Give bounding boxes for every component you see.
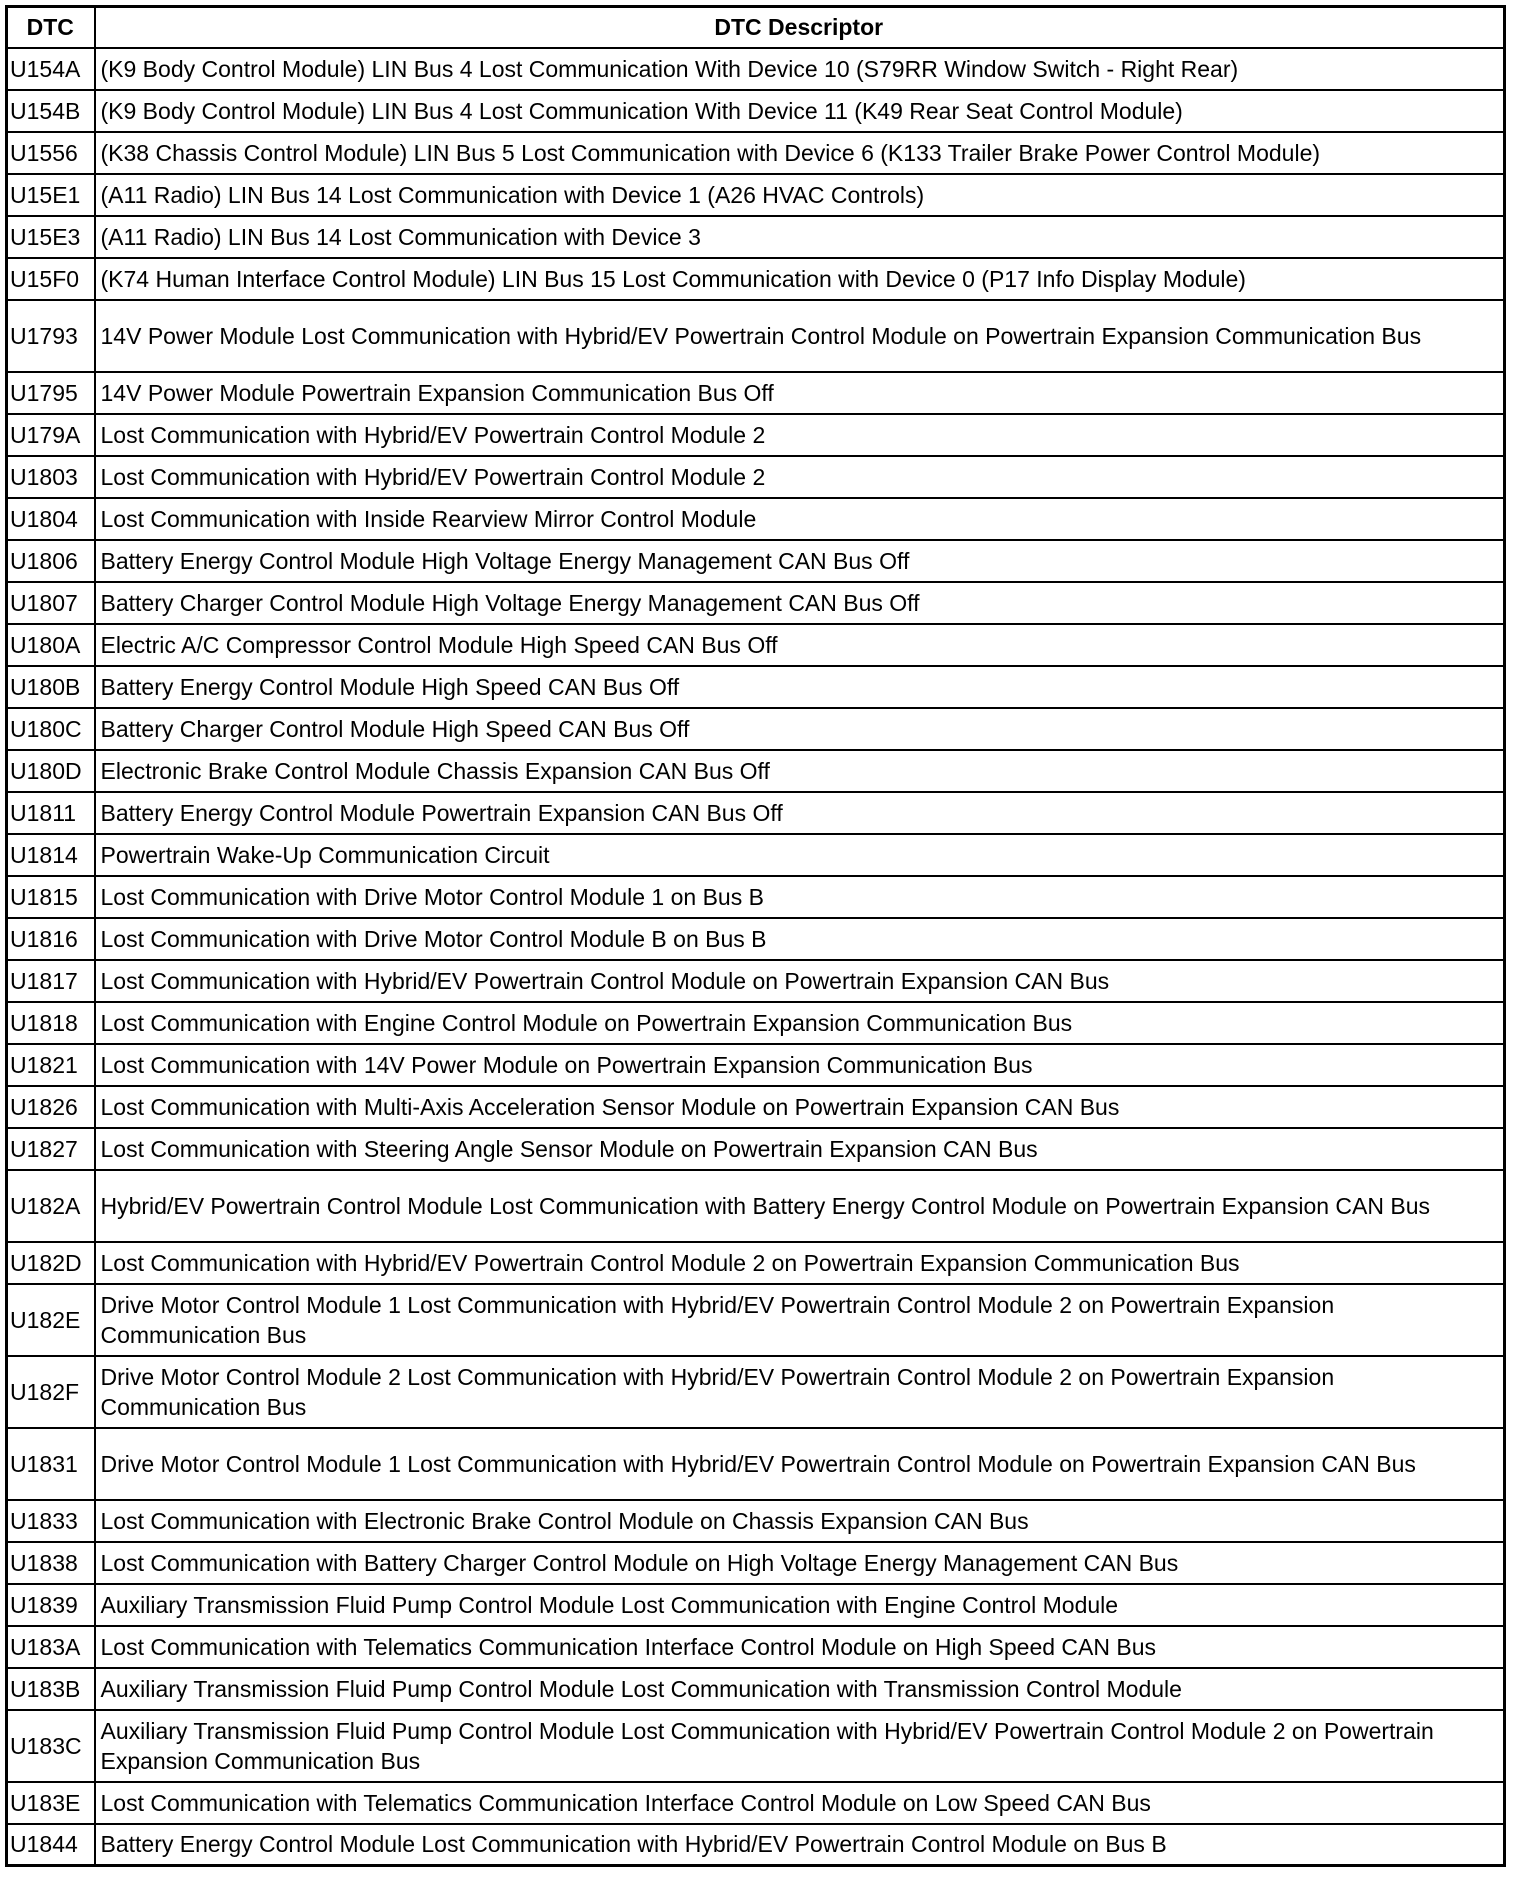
table-row bbox=[7, 960, 1505, 1002]
dtc-descriptor: Lost Communication with Drive Motor Control Module B on Bus B bbox=[95, 918, 1505, 960]
dtc-code: U1831 bbox=[7, 1428, 95, 1500]
dtc-descriptor: Hybrid/EV Powertrain Control Module Lost Communication with Battery Energy Control Module on Powertrain Expansion CAN Bus bbox=[95, 1170, 1505, 1242]
dtc-descriptor: Battery Charger Control Module High Voltage Energy Management CAN Bus Off bbox=[95, 582, 1505, 624]
dtc-code: U182D bbox=[7, 1242, 95, 1284]
dtc-descriptor: Lost Communication with Steering Angle Sensor Module on Powertrain Expansion CAN Bus bbox=[95, 1128, 1505, 1170]
table-row bbox=[7, 1428, 1505, 1500]
table-row bbox=[7, 708, 1505, 750]
table-row bbox=[7, 498, 1505, 540]
dtc-code: U182F bbox=[7, 1356, 95, 1428]
dtc-descriptor: Lost Communication with 14V Power Module on Powertrain Expansion Communication Bus bbox=[95, 1044, 1505, 1086]
dtc-code: U180A bbox=[7, 624, 95, 666]
table-row bbox=[7, 834, 1505, 876]
dtc-table bbox=[5, 5, 1506, 1867]
dtc-code: U1838 bbox=[7, 1542, 95, 1584]
dtc-descriptor: Battery Energy Control Module Lost Communication with Hybrid/EV Powertrain Control Module on Bus B bbox=[95, 1824, 1505, 1866]
dtc-descriptor: Lost Communication with Inside Rearview Mirror Control Module bbox=[95, 498, 1505, 540]
header-dtc: DTC bbox=[7, 7, 95, 48]
dtc-code: U183E bbox=[7, 1782, 95, 1824]
dtc-descriptor: (K9 Body Control Module) LIN Bus 4 Lost Communication With Device 11 (K49 Rear Seat Control Module) bbox=[95, 90, 1505, 132]
dtc-code: U1806 bbox=[7, 540, 95, 582]
dtc-descriptor: Powertrain Wake-Up Communication Circuit bbox=[95, 834, 1505, 876]
dtc-code: U154B bbox=[7, 90, 95, 132]
dtc-code: U1795 bbox=[7, 372, 95, 414]
dtc-code: U1803 bbox=[7, 456, 95, 498]
dtc-table-container bbox=[5, 5, 1503, 1867]
table-row bbox=[7, 1542, 1505, 1584]
dtc-descriptor: Battery Energy Control Module High Voltage Energy Management CAN Bus Off bbox=[95, 540, 1505, 582]
dtc-descriptor: (K38 Chassis Control Module) LIN Bus 5 Lost Communication with Device 6 (K133 Trailer Brake Power Control Module) bbox=[95, 132, 1505, 174]
table-row bbox=[7, 48, 1505, 90]
table-row bbox=[7, 456, 1505, 498]
table-row bbox=[7, 1284, 1505, 1356]
table-row bbox=[7, 666, 1505, 708]
dtc-code: U180D bbox=[7, 750, 95, 792]
table-row bbox=[7, 1044, 1505, 1086]
dtc-descriptor: 14V Power Module Lost Communication with Hybrid/EV Powertrain Control Module on Powertrain Expansion Communication Bus bbox=[95, 300, 1505, 372]
table-row bbox=[7, 1584, 1505, 1626]
dtc-descriptor: Lost Communication with Electronic Brake Control Module on Chassis Expansion CAN Bus bbox=[95, 1500, 1505, 1542]
dtc-code: U1815 bbox=[7, 876, 95, 918]
dtc-descriptor: Lost Communication with Hybrid/EV Powertrain Control Module 2 bbox=[95, 414, 1505, 456]
dtc-descriptor: Auxiliary Transmission Fluid Pump Control Module Lost Communication with Hybrid/EV Powertrain Control Module 2 on Powertrain Expansion Communication Bus bbox=[95, 1710, 1505, 1782]
table-row bbox=[7, 90, 1505, 132]
table-row bbox=[7, 258, 1505, 300]
dtc-code: U1807 bbox=[7, 582, 95, 624]
dtc-code: U15E1 bbox=[7, 174, 95, 216]
table-row bbox=[7, 1242, 1505, 1284]
table-row bbox=[7, 1824, 1505, 1866]
table-header-row bbox=[7, 7, 1505, 48]
dtc-code: U1816 bbox=[7, 918, 95, 960]
dtc-code: U179A bbox=[7, 414, 95, 456]
table-row bbox=[7, 1626, 1505, 1668]
table-row bbox=[7, 918, 1505, 960]
dtc-descriptor: Lost Communication with Drive Motor Control Module 1 on Bus B bbox=[95, 876, 1505, 918]
table-row bbox=[7, 1086, 1505, 1128]
table-row bbox=[7, 372, 1505, 414]
dtc-descriptor: Electronic Brake Control Module Chassis Expansion CAN Bus Off bbox=[95, 750, 1505, 792]
dtc-code: U1804 bbox=[7, 498, 95, 540]
dtc-descriptor: Drive Motor Control Module 2 Lost Communication with Hybrid/EV Powertrain Control Module 2 on Powertrain Expansion Communication Bus bbox=[95, 1356, 1505, 1428]
dtc-code: U1833 bbox=[7, 1500, 95, 1542]
dtc-descriptor: Auxiliary Transmission Fluid Pump Control Module Lost Communication with Engine Control Module bbox=[95, 1584, 1505, 1626]
table-row bbox=[7, 1500, 1505, 1542]
table-row bbox=[7, 1782, 1505, 1824]
dtc-code: U15E3 bbox=[7, 216, 95, 258]
dtc-descriptor: Battery Charger Control Module High Speed CAN Bus Off bbox=[95, 708, 1505, 750]
table-row bbox=[7, 876, 1505, 918]
dtc-descriptor: Electric A/C Compressor Control Module High Speed CAN Bus Off bbox=[95, 624, 1505, 666]
dtc-descriptor: Drive Motor Control Module 1 Lost Communication with Hybrid/EV Powertrain Control Module on Powertrain Expansion CAN Bus bbox=[95, 1428, 1505, 1500]
table-row bbox=[7, 750, 1505, 792]
dtc-descriptor: (A11 Radio) LIN Bus 14 Lost Communication with Device 1 (A26 HVAC Controls) bbox=[95, 174, 1505, 216]
dtc-code: U183B bbox=[7, 1668, 95, 1710]
dtc-code: U1844 bbox=[7, 1824, 95, 1866]
table-row bbox=[7, 1356, 1505, 1428]
dtc-code: U1839 bbox=[7, 1584, 95, 1626]
dtc-descriptor: Lost Communication with Telematics Communication Interface Control Module on High Speed CAN Bus bbox=[95, 1626, 1505, 1668]
table-row bbox=[7, 216, 1505, 258]
dtc-code: U1811 bbox=[7, 792, 95, 834]
dtc-code: U1827 bbox=[7, 1128, 95, 1170]
dtc-descriptor: Drive Motor Control Module 1 Lost Communication with Hybrid/EV Powertrain Control Module 2 on Powertrain Expansion Communication Bus bbox=[95, 1284, 1505, 1356]
dtc-code: U1821 bbox=[7, 1044, 95, 1086]
dtc-code: U1826 bbox=[7, 1086, 95, 1128]
dtc-descriptor: Lost Communication with Telematics Communication Interface Control Module on Low Speed CAN Bus bbox=[95, 1782, 1505, 1824]
dtc-code: U1817 bbox=[7, 960, 95, 1002]
table-row bbox=[7, 1710, 1505, 1782]
dtc-descriptor: Lost Communication with Hybrid/EV Powertrain Control Module 2 on Powertrain Expansion Communication Bus bbox=[95, 1242, 1505, 1284]
dtc-code: U183A bbox=[7, 1626, 95, 1668]
dtc-descriptor: Battery Energy Control Module High Speed CAN Bus Off bbox=[95, 666, 1505, 708]
dtc-descriptor: Lost Communication with Hybrid/EV Powertrain Control Module 2 bbox=[95, 456, 1505, 498]
dtc-descriptor: Lost Communication with Battery Charger Control Module on High Voltage Energy Management CAN Bus bbox=[95, 1542, 1505, 1584]
dtc-descriptor: Auxiliary Transmission Fluid Pump Control Module Lost Communication with Transmission Control Module bbox=[95, 1668, 1505, 1710]
table-row bbox=[7, 792, 1505, 834]
header-dtc-descriptor: DTC Descriptor bbox=[95, 7, 1505, 48]
dtc-descriptor: Battery Energy Control Module Powertrain Expansion CAN Bus Off bbox=[95, 792, 1505, 834]
dtc-code: U180C bbox=[7, 708, 95, 750]
dtc-descriptor: Lost Communication with Engine Control Module on Powertrain Expansion Communication Bus bbox=[95, 1002, 1505, 1044]
table-row bbox=[7, 174, 1505, 216]
dtc-descriptor: Lost Communication with Hybrid/EV Powertrain Control Module on Powertrain Expansion CAN Bus bbox=[95, 960, 1505, 1002]
table-row bbox=[7, 1668, 1505, 1710]
table-row bbox=[7, 1128, 1505, 1170]
dtc-code: U154A bbox=[7, 48, 95, 90]
dtc-descriptor: (K74 Human Interface Control Module) LIN Bus 15 Lost Communication with Device 0 (P17 Info Display Module) bbox=[95, 258, 1505, 300]
table-row bbox=[7, 300, 1505, 372]
table-row bbox=[7, 414, 1505, 456]
table-body bbox=[7, 48, 1505, 1866]
dtc-code: U182A bbox=[7, 1170, 95, 1242]
dtc-descriptor: Lost Communication with Multi-Axis Acceleration Sensor Module on Powertrain Expansion CAN Bus bbox=[95, 1086, 1505, 1128]
dtc-code: U15F0 bbox=[7, 258, 95, 300]
table-row bbox=[7, 1002, 1505, 1044]
dtc-code: U180B bbox=[7, 666, 95, 708]
dtc-code: U1556 bbox=[7, 132, 95, 174]
dtc-descriptor: (K9 Body Control Module) LIN Bus 4 Lost Communication With Device 10 (S79RR Window Switch - Right Rear) bbox=[95, 48, 1505, 90]
table-row bbox=[7, 624, 1505, 666]
dtc-code: U1793 bbox=[7, 300, 95, 372]
table-row bbox=[7, 540, 1505, 582]
dtc-descriptor: (A11 Radio) LIN Bus 14 Lost Communication with Device 3 bbox=[95, 216, 1505, 258]
dtc-code: U182E bbox=[7, 1284, 95, 1356]
dtc-code: U1814 bbox=[7, 834, 95, 876]
dtc-code: U183C bbox=[7, 1710, 95, 1782]
table-row bbox=[7, 132, 1505, 174]
dtc-descriptor: 14V Power Module Powertrain Expansion Communication Bus Off bbox=[95, 372, 1505, 414]
table-row bbox=[7, 582, 1505, 624]
table-row bbox=[7, 1170, 1505, 1242]
dtc-code: U1818 bbox=[7, 1002, 95, 1044]
